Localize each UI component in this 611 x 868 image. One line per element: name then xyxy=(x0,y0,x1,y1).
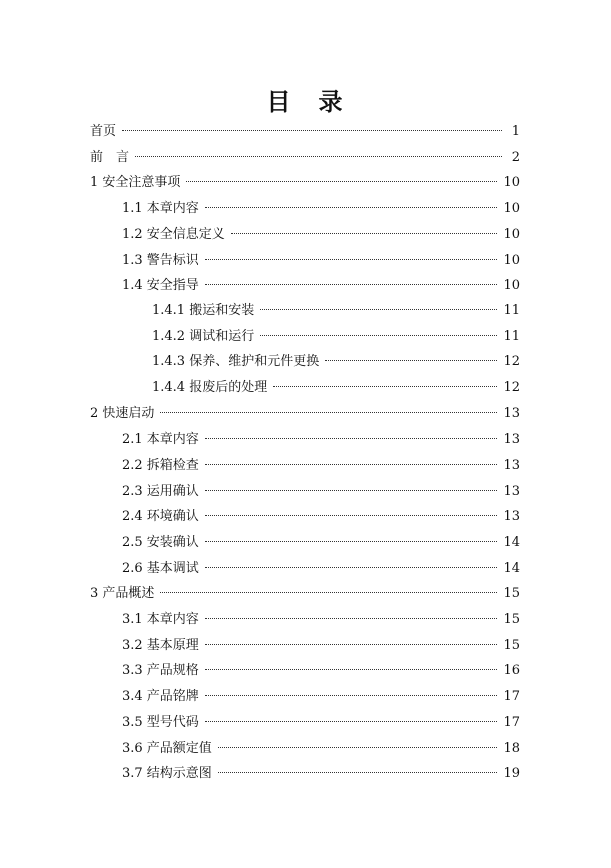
toc-entry-label: 1.1 本章内容 xyxy=(122,201,199,216)
toc-entry[interactable] xyxy=(122,276,520,296)
dot-leader xyxy=(231,233,498,234)
toc-entry[interactable] xyxy=(122,764,520,784)
dot-leader xyxy=(205,618,498,619)
toc-entry[interactable] xyxy=(152,352,520,372)
toc-entry-label: 2 快速启动 xyxy=(90,406,155,421)
toc-entry[interactable] xyxy=(122,636,520,656)
toc-entry-page: 15 xyxy=(503,586,520,601)
toc-entry-page: 13 xyxy=(503,509,520,524)
toc-entry[interactable] xyxy=(122,456,520,476)
dot-leader xyxy=(205,515,498,516)
toc-entry-label: 1.2 安全信息定义 xyxy=(122,227,225,242)
toc-entry[interactable] xyxy=(152,301,520,321)
toc-entry[interactable] xyxy=(122,507,520,527)
toc-entry[interactable] xyxy=(90,173,520,193)
toc-entry-page: 11 xyxy=(503,329,520,344)
toc-entry-page: 1 xyxy=(511,124,520,139)
dot-leader xyxy=(205,669,498,670)
toc-entry[interactable] xyxy=(122,225,520,245)
dot-leader xyxy=(260,309,497,310)
toc-entry-page: 17 xyxy=(503,715,520,730)
dot-leader xyxy=(273,386,497,387)
dot-leader xyxy=(205,721,498,722)
dot-leader xyxy=(205,284,498,285)
dot-leader xyxy=(205,541,498,542)
toc-entry-label: 前 言 xyxy=(90,150,130,165)
dot-leader xyxy=(205,567,498,568)
toc-entry-page: 10 xyxy=(503,227,520,242)
toc-entry-label: 2.4 环境确认 xyxy=(122,509,199,524)
toc-entry-page: 15 xyxy=(503,612,520,627)
toc-entry-label: 3.3 产品规格 xyxy=(122,663,199,678)
toc-entry-label: 1.4.3 保养、维护和元件更换 xyxy=(152,354,320,369)
dot-leader xyxy=(205,490,498,491)
toc-entry-label: 2.1 本章内容 xyxy=(122,432,199,447)
dot-leader xyxy=(205,644,498,645)
toc-entry-page: 11 xyxy=(503,303,520,318)
toc-entry-page: 2 xyxy=(511,150,520,165)
toc-entry[interactable] xyxy=(122,661,520,681)
toc-entry[interactable] xyxy=(122,713,520,733)
toc-entry[interactable] xyxy=(122,687,520,707)
toc-entry[interactable] xyxy=(122,739,520,759)
toc-entry-label: 3.7 结构示意图 xyxy=(122,766,212,781)
toc-entry[interactable] xyxy=(90,404,520,424)
dot-leader xyxy=(186,181,497,182)
toc-entry-page: 13 xyxy=(503,432,520,447)
page-title: 目 录 xyxy=(266,87,345,116)
toc-entry-label: 首页 xyxy=(90,124,117,139)
toc-entry-label: 3.2 基本原理 xyxy=(122,638,199,653)
toc-entry-page: 10 xyxy=(503,175,520,190)
toc-entry[interactable] xyxy=(90,584,520,604)
toc-entry-page: 14 xyxy=(503,535,520,550)
dot-leader xyxy=(218,772,498,773)
toc-entry[interactable] xyxy=(122,610,520,630)
toc-entry-page: 17 xyxy=(503,689,520,704)
toc-entry[interactable] xyxy=(122,559,520,579)
dot-leader xyxy=(205,695,498,696)
toc-entry-page: 10 xyxy=(503,253,520,268)
dot-leader xyxy=(325,360,497,361)
toc-entry-label: 2.2 拆箱检查 xyxy=(122,458,199,473)
toc-entry-label: 3.4 产品铭牌 xyxy=(122,689,199,704)
toc-entry[interactable] xyxy=(152,378,520,398)
toc-entry[interactable] xyxy=(122,533,520,553)
toc-entry-page: 16 xyxy=(503,663,520,678)
toc-entry-label: 2.3 运用确认 xyxy=(122,484,199,499)
dot-leader xyxy=(160,412,497,413)
toc-entry-label: 3.5 型号代码 xyxy=(122,715,199,730)
dot-leader xyxy=(205,438,498,439)
toc-entry-label: 2.6 基本调试 xyxy=(122,561,199,576)
toc-entry-label: 1.4.2 调试和运行 xyxy=(152,329,255,344)
toc-entry-label: 1.4.4 报废后的处理 xyxy=(152,380,268,395)
toc-entry-label: 3.6 产品额定值 xyxy=(122,741,212,756)
toc-entry-label: 1.4.1 搬运和安装 xyxy=(152,303,255,318)
toc-entry-label: 3 产品概述 xyxy=(90,586,155,601)
toc-entry[interactable] xyxy=(122,251,520,271)
toc-entry-label: 1.3 警告标识 xyxy=(122,253,199,268)
toc-entry-page: 19 xyxy=(503,766,520,781)
toc-entry-page: 13 xyxy=(503,406,520,421)
toc-entry-page: 13 xyxy=(503,458,520,473)
toc-entry-page: 18 xyxy=(503,741,520,756)
toc-entry[interactable] xyxy=(122,199,520,219)
toc-entry-page: 12 xyxy=(503,380,520,395)
toc-entry-page: 15 xyxy=(503,638,520,653)
dot-leader xyxy=(160,592,497,593)
toc-entry-label: 1.4 安全指导 xyxy=(122,278,199,293)
dot-leader xyxy=(122,130,502,131)
toc-entry-page: 10 xyxy=(503,278,520,293)
toc-entry-page: 14 xyxy=(503,561,520,576)
dot-leader xyxy=(205,464,498,465)
dot-leader xyxy=(260,335,497,336)
toc-entry[interactable] xyxy=(122,482,520,502)
dot-leader xyxy=(218,747,498,748)
toc-entry-label: 3.1 本章内容 xyxy=(122,612,199,627)
toc-entry-page: 10 xyxy=(503,201,520,216)
toc-entry[interactable] xyxy=(152,327,520,347)
toc-entry-page: 12 xyxy=(503,354,520,369)
toc-entry-page: 13 xyxy=(503,484,520,499)
dot-leader xyxy=(135,156,502,157)
toc-entry[interactable] xyxy=(90,122,520,142)
toc-entry[interactable] xyxy=(122,430,520,450)
dot-leader xyxy=(205,259,498,260)
dot-leader xyxy=(205,207,498,208)
toc-entry-label: 1 安全注意事项 xyxy=(90,175,181,190)
toc-entry-label: 2.5 安装确认 xyxy=(122,535,199,550)
toc-entry[interactable] xyxy=(90,148,520,168)
